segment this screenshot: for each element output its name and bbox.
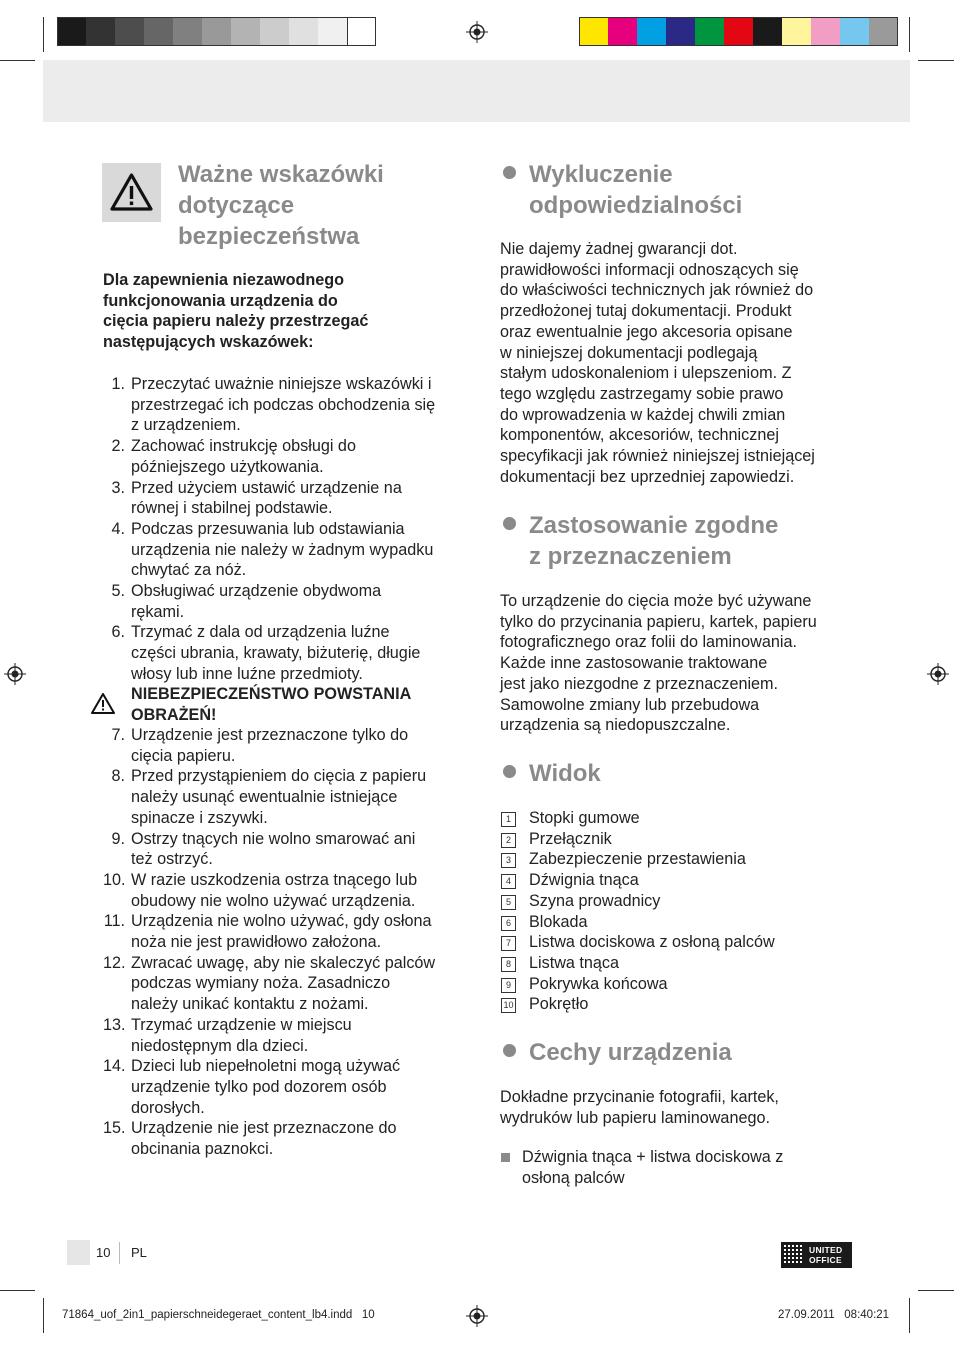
list-text bbox=[131, 1015, 471, 1056]
text-line: dokumentacji bez uprzedniej zapowiedzi. bbox=[500, 467, 795, 486]
part-label: Blokada bbox=[529, 912, 588, 931]
list-line: rękami. bbox=[131, 602, 185, 621]
list-line: równej i stabilnej podstawie. bbox=[131, 499, 333, 518]
heading-line: Wykluczenie bbox=[529, 161, 673, 188]
list-item bbox=[103, 436, 473, 477]
feature-line: Dźwignia tnąca + listwa dociskowa z bbox=[522, 1148, 784, 1166]
list-item bbox=[103, 1118, 473, 1159]
part-label: Przełącznik bbox=[529, 829, 612, 848]
list-number: 8. bbox=[111, 767, 125, 786]
list-text bbox=[131, 519, 471, 581]
part-label: Dźwignia tnąca bbox=[529, 871, 639, 890]
text-line: oraz ewentualnie jego akcesoria opisane bbox=[500, 322, 793, 341]
text-line: do właściwości technicznych jak również do bbox=[500, 281, 814, 300]
color-swatch bbox=[811, 17, 840, 46]
list-line: Trzymać urządzenie w miejscu bbox=[131, 1015, 352, 1034]
part-number-box: 3 bbox=[501, 853, 516, 868]
warning-triangle-icon bbox=[102, 163, 161, 222]
crop-mark bbox=[918, 1290, 954, 1291]
list-line: podczas wymiany noża. Zasadniczo bbox=[131, 974, 391, 993]
list-line: Urządzenie nie jest przeznaczone do bbox=[131, 1119, 397, 1138]
text-line: tylko do przycinania papieru, kartek, papieru bbox=[500, 612, 817, 631]
list-line: włosy lub inne luźne przedmioty. bbox=[131, 664, 363, 683]
part-number-box: 5 bbox=[501, 895, 516, 910]
list-item bbox=[103, 478, 473, 519]
list-line: W razie uszkodzenia ostrza tnącego lub bbox=[131, 870, 418, 889]
registration-mark-icon bbox=[927, 663, 949, 685]
list-text bbox=[131, 581, 471, 622]
text-line: Dokładne przycinanie fotografii, kartek, bbox=[500, 1088, 779, 1106]
list-line: z urządzeniem. bbox=[131, 416, 241, 435]
registration-mark-icon bbox=[466, 21, 488, 43]
list-number: 1. bbox=[111, 375, 125, 393]
text-line: w niniejszej dokumentacji podlegają bbox=[500, 343, 758, 362]
gray-swatch bbox=[347, 17, 376, 46]
list-line: też ostrzyć. bbox=[131, 850, 213, 869]
section-bullet bbox=[503, 1044, 516, 1057]
list-text bbox=[131, 374, 471, 436]
small-warning-triangle-icon bbox=[90, 692, 116, 716]
crop-mark bbox=[0, 1290, 35, 1291]
part-label: Listwa dociskowa z osłoną palców bbox=[529, 933, 775, 952]
list-line: spinacze i zszywki. bbox=[131, 808, 268, 827]
liability-heading bbox=[529, 159, 869, 221]
list-item bbox=[103, 374, 473, 436]
color-swatch bbox=[840, 17, 869, 46]
list-text bbox=[131, 870, 471, 911]
text-line: fotograficznego oraz folii do laminowania. bbox=[500, 633, 797, 652]
part-number-box: 10 bbox=[501, 998, 516, 1013]
list-number: 10. bbox=[103, 870, 126, 889]
text-line: prawidłowości informacji odnoszących się bbox=[500, 260, 799, 279]
list-number: 6. bbox=[111, 623, 125, 642]
list-line: Urządzenia nie wolno używać, gdy osłona bbox=[131, 912, 432, 931]
text-line: specyfikacji jak również niniejszej istniejącej bbox=[500, 447, 815, 466]
warning-line: OBRAŻEŃ! bbox=[131, 705, 217, 724]
list-text bbox=[131, 1056, 471, 1118]
date-time: 27.09.2011 08:40:21 bbox=[778, 1309, 890, 1321]
list-line: niedostępnym dla dzieci. bbox=[131, 1036, 309, 1055]
crop-mark bbox=[43, 17, 44, 52]
list-line: Zwracać uwagę, aby nie skaleczyć palców bbox=[131, 953, 436, 972]
color-swatch bbox=[869, 17, 898, 46]
part-label: Stopki gumowe bbox=[529, 809, 640, 827]
part-number-box: 9 bbox=[501, 978, 516, 993]
list-number: 9. bbox=[111, 829, 125, 848]
list-line: chwytać za nóż. bbox=[131, 561, 247, 580]
part-label: Listwa tnąca bbox=[529, 953, 619, 972]
intro-line: następujących wskazówek: bbox=[103, 333, 314, 352]
safety-intro bbox=[103, 270, 463, 353]
text-line: komponentów, akcesoriów, technicznej bbox=[500, 426, 779, 445]
list-line: części ubrania, krawaty, biżuterię, długie bbox=[131, 644, 421, 663]
part-label: Pokrywka końcowa bbox=[529, 974, 668, 993]
heading-line: Zastosowanie zgodne bbox=[529, 512, 779, 539]
list-text bbox=[131, 725, 471, 766]
gray-swatch bbox=[86, 17, 115, 46]
list-text bbox=[131, 478, 471, 519]
color-swatch bbox=[753, 17, 782, 46]
intended-use-heading bbox=[529, 510, 869, 572]
page-number-box bbox=[67, 1240, 90, 1265]
list-line: Podczas przesuwania lub odstawiania bbox=[131, 519, 405, 538]
list-item bbox=[103, 622, 473, 684]
color-swatch bbox=[608, 17, 637, 46]
list-line: Dzieci lub niepełnoletni mogą używać bbox=[131, 1057, 401, 1076]
part-label: Pokrętło bbox=[529, 995, 589, 1014]
crop-mark bbox=[43, 1298, 44, 1333]
section-bullet bbox=[503, 765, 516, 778]
list-text bbox=[131, 622, 471, 684]
logo-text-office: OFFICE bbox=[809, 1255, 842, 1265]
heading-line: odpowiedzialności bbox=[529, 192, 743, 219]
features-text bbox=[500, 1087, 880, 1128]
registration-mark-icon bbox=[4, 663, 26, 685]
text-line: przedłożonej tutaj dokumentacji. Produkt bbox=[500, 302, 792, 321]
brand-logo bbox=[781, 1242, 852, 1268]
footer-divider bbox=[119, 1242, 120, 1264]
list-item bbox=[103, 581, 473, 622]
heading-line: bezpieczeństwa bbox=[178, 223, 360, 250]
list-number: 2. bbox=[111, 437, 125, 456]
feature-line: osłoną palców bbox=[522, 1168, 625, 1187]
text-line: stałym udoskonaleniom i ulepszeniom. Z bbox=[500, 364, 792, 383]
crop-mark bbox=[0, 60, 35, 61]
section-bullet bbox=[503, 166, 516, 179]
logo-grid-icon bbox=[784, 1245, 806, 1265]
list-line: Ostrzy tnących nie wolno smarować ani bbox=[131, 829, 416, 848]
list-number: 4. bbox=[111, 519, 125, 538]
features-heading: Cechy urządzenia bbox=[529, 1039, 732, 1066]
gray-swatch bbox=[260, 17, 289, 46]
heading-line: Ważne wskazówki bbox=[178, 161, 384, 188]
list-number: 15. bbox=[103, 1119, 126, 1138]
list-line: Przed przystąpieniem do cięcia z papieru bbox=[131, 767, 427, 786]
list-number: 11. bbox=[103, 912, 125, 931]
list-line: cięcia papieru. bbox=[131, 746, 236, 765]
list-number: 14. bbox=[103, 1057, 126, 1076]
gray-swatch bbox=[318, 17, 347, 46]
part-number-box: 1 bbox=[501, 812, 516, 827]
list-text bbox=[131, 911, 471, 952]
list-line: należy usunąć ewentualnie istniejące bbox=[131, 788, 398, 807]
list-line: Zachować instrukcję obsługi do bbox=[131, 437, 356, 456]
gray-swatch bbox=[57, 17, 86, 46]
text-line: To urządzenie do cięcia może być używane bbox=[500, 592, 812, 610]
list-line: obudowy nie wolno używać urządzenia. bbox=[131, 891, 416, 910]
safety-heading bbox=[178, 159, 468, 252]
heading-line: z przeznaczeniem bbox=[529, 543, 732, 570]
text-line: Samowolne zmiany lub przebudowa bbox=[500, 695, 760, 714]
color-swatch bbox=[782, 17, 811, 46]
list-item bbox=[103, 829, 473, 870]
text-line: do wprowadzenia w każdej chwili zmian bbox=[500, 405, 786, 424]
list-item bbox=[103, 766, 473, 828]
list-item bbox=[103, 953, 473, 1015]
text-line: Nie dajemy żadnej gwarancji dot. bbox=[500, 240, 738, 258]
color-swatch bbox=[637, 17, 666, 46]
header-band bbox=[43, 60, 910, 122]
list-line: urządzenie tylko pod dozorem osób bbox=[131, 1077, 387, 1096]
registration-mark-icon bbox=[466, 1305, 488, 1327]
square-bullet-icon bbox=[501, 1153, 510, 1162]
part-number-box: 2 bbox=[501, 833, 516, 848]
view-heading: Widok bbox=[529, 760, 601, 787]
part-label: Zabezpieczenie przestawienia bbox=[529, 850, 746, 869]
gray-swatch bbox=[173, 17, 202, 46]
list-text bbox=[131, 436, 471, 477]
part-number-box: 6 bbox=[501, 916, 516, 931]
list-text bbox=[131, 953, 471, 1015]
text-line: jest jako niezgodne z przeznaczeniem. bbox=[500, 674, 779, 693]
warning-line: NIEBEZPIECZEŃSTWO POWSTANIA bbox=[131, 685, 412, 703]
color-swatch bbox=[724, 17, 753, 46]
part-number-box: 8 bbox=[501, 957, 516, 972]
intro-line: funkcjonowania urządzenia do bbox=[103, 291, 338, 310]
text-line: tego względu zastrzegamy sobie prawo bbox=[500, 384, 784, 403]
intended-use-text bbox=[500, 591, 880, 736]
gray-swatch bbox=[202, 17, 231, 46]
liability-text bbox=[500, 239, 880, 487]
text-line: Każde inne zastosowanie traktowane bbox=[500, 654, 768, 673]
list-number: 7. bbox=[111, 726, 125, 744]
intro-line: cięcia papieru należy przestrzegać bbox=[103, 312, 369, 331]
list-line: obcinania paznokci. bbox=[131, 1140, 274, 1158]
language-code: PL bbox=[131, 1245, 147, 1260]
list-line: należy unikać kontaktu z nożami. bbox=[131, 995, 369, 1014]
feature-item bbox=[522, 1147, 882, 1188]
list-line: dorosłych. bbox=[131, 1098, 205, 1117]
list-line: Urządzenie jest przeznaczone tylko do bbox=[131, 726, 409, 744]
list-item bbox=[103, 1056, 473, 1118]
part-number-box: 4 bbox=[501, 874, 516, 889]
crop-mark bbox=[909, 1298, 910, 1333]
injury-warning bbox=[131, 684, 471, 725]
page-number: 10 bbox=[96, 1245, 111, 1260]
file-name: 71864_uof_2in1_papierschneidegeraet_content_lb4.indd 10 bbox=[62, 1309, 375, 1321]
gray-swatch bbox=[115, 17, 144, 46]
list-text bbox=[131, 766, 471, 828]
heading-line: dotyczące bbox=[178, 192, 295, 219]
list-line: noża nie jest prawidłowo założona. bbox=[131, 933, 382, 951]
list-item bbox=[103, 870, 473, 911]
crop-mark bbox=[909, 17, 910, 52]
color-swatch bbox=[666, 17, 695, 46]
list-number: 3. bbox=[111, 478, 125, 497]
color-swatch bbox=[695, 17, 724, 46]
list-number: 5. bbox=[111, 582, 125, 600]
list-line: przestrzegać ich podczas obchodzenia się bbox=[131, 395, 436, 414]
text-line: urządzenia są niedopuszczalne. bbox=[500, 716, 731, 735]
list-item bbox=[103, 725, 473, 766]
color-swatch bbox=[579, 17, 608, 46]
list-text bbox=[131, 829, 471, 870]
list-number: 13. bbox=[103, 1015, 126, 1034]
list-line: Trzymać z dala od urządzenia luźne bbox=[131, 623, 390, 642]
list-line: Przed użyciem ustawić urządzenie na bbox=[131, 478, 402, 497]
list-text bbox=[131, 1118, 471, 1159]
part-label: Szyna prowadnicy bbox=[529, 891, 661, 910]
gray-swatch bbox=[144, 17, 173, 46]
list-item bbox=[103, 519, 473, 581]
list-line: Przeczytać uważnie niniejsze wskazówki i bbox=[131, 375, 432, 393]
list-item bbox=[103, 911, 473, 952]
list-line: późniejszego użytkowania. bbox=[131, 457, 324, 476]
list-number: 12. bbox=[103, 953, 126, 972]
section-bullet bbox=[503, 517, 516, 530]
list-item bbox=[103, 1015, 473, 1056]
intro-line: Dla zapewnienia niezawodnego bbox=[103, 271, 345, 289]
text-line: wydruków lub papieru laminowanego. bbox=[500, 1108, 770, 1127]
gray-swatch bbox=[231, 17, 260, 46]
gray-swatch bbox=[289, 17, 318, 46]
warning-box bbox=[102, 163, 161, 222]
list-line: Obsługiwać urządzenie obydwoma bbox=[131, 582, 382, 600]
logo-text-united: UNITED bbox=[809, 1245, 843, 1255]
crop-mark bbox=[918, 60, 954, 61]
list-line: urządzenia nie należy w żadnym wypadku bbox=[131, 540, 434, 559]
part-number-box: 7 bbox=[501, 936, 516, 951]
